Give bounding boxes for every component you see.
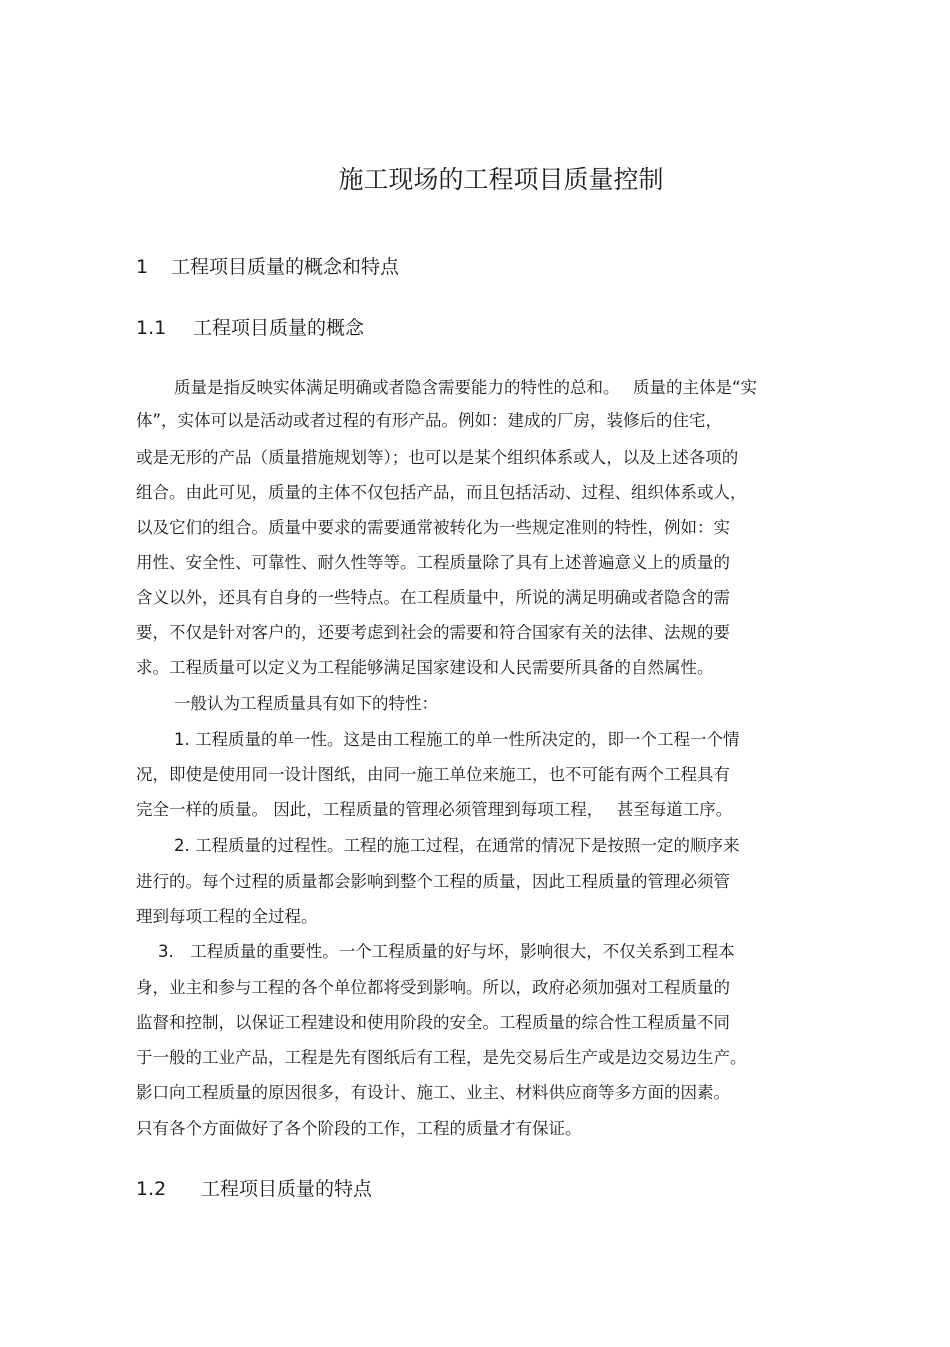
body-line: 求。工程质量可以定义为工程能够满足国家建设和人民需要所具备的自然属性。	[136, 658, 714, 677]
list-item-line: 2. 工程质量的过程性。工程的施工过程，在通常的情况下是按照一定的顺序来	[174, 836, 740, 855]
body-line: 含义以外，还具有自身的一些特点。在工程质量中，所说的满足明确或者隐含的需	[136, 588, 730, 607]
body-line: 一般认为工程质量具有如下的特性：	[174, 694, 438, 713]
body-line: 用性、安全性、可靠性、耐久性等等。工程质量除了具有上述普遍意义上的质量的	[136, 553, 730, 572]
body-line: 体”，实体可以是活动或者过程的有形产品。例如：建成的厂房，装修后的住宅，	[136, 411, 723, 430]
body-line: 况，即使是使用同一设计图纸，由同一施工单位来施工，也不可能有两个工程具有	[136, 765, 730, 784]
section-title: 工程项目质量的概念和特点	[171, 256, 400, 278]
body-line: 完全一样的质量。 因此，工程质量的管理必须管理到每项工程， 甚至每道工序。	[136, 800, 733, 819]
body-line: 组合。由此可见，质量的主体不仅包括产品，而且包括活动、过程、组织体系或人，	[136, 483, 747, 502]
body-line: 或是无形的产品（质量措施规划等）；也可以是某个组织体系或人，以及上述各项的	[136, 448, 739, 467]
section-number: 1.1	[136, 317, 167, 339]
section-title: 工程项目质量的概念	[193, 317, 365, 339]
section-heading-1-1	[136, 315, 364, 341]
body-line: 监督和控制，以保证工程建设和使用阶段的安全。工程质量的综合性工程质量不同	[136, 1013, 730, 1032]
document-title: 施工现场的工程项目质量控制	[338, 165, 664, 194]
body-line: 理到每项工程的全过程。	[136, 907, 318, 926]
section-number: 1	[136, 256, 149, 278]
section-heading-1-2	[136, 1176, 372, 1202]
section-number: 1.2	[136, 1178, 167, 1200]
body-line: 影口向工程质量的原因很多，有设计、施工、业主、材料供应商等多方面的因素。	[136, 1083, 730, 1102]
body-line: 只有各个方面做好了各个阶段的工作，工程的质量才有保证。	[136, 1119, 582, 1138]
body-line: 质量是指反映实体满足明确或者隐含需要能力的特性的总和。 质量的主体是“实	[174, 378, 758, 397]
body-line: 于一般的工业产品，工程是先有图纸后有工程，是先交易后生产或是边交易边生产。	[136, 1048, 747, 1067]
body-line: 要，不仅是针对客户的，还要考虑到社会的需要和符合国家有关的法律、法规的要	[136, 623, 730, 642]
body-line: 身，业主和参与工程的各个单位都将受到影响。所以，政府必须加强对工程质量的	[136, 978, 730, 997]
list-item-line: 1. 工程质量的单一性。这是由工程施工的单一性所决定的，即一个工程一个情	[174, 730, 740, 749]
body-line: 进行的。每个过程的质量都会影响到整个工程的质量，因此工程质量的管理必须管	[136, 872, 730, 891]
section-heading-1	[136, 254, 399, 280]
section-title: 工程项目质量的特点	[201, 1178, 373, 1200]
list-item-line: 3. 工程质量的重要性。一个工程质量的好与坏，影响很大，不仅关系到工程本	[158, 942, 735, 961]
body-line: 以及它们的组合。质量中要求的需要通常被转化为一些规定准则的特性，例如：实	[136, 518, 730, 537]
